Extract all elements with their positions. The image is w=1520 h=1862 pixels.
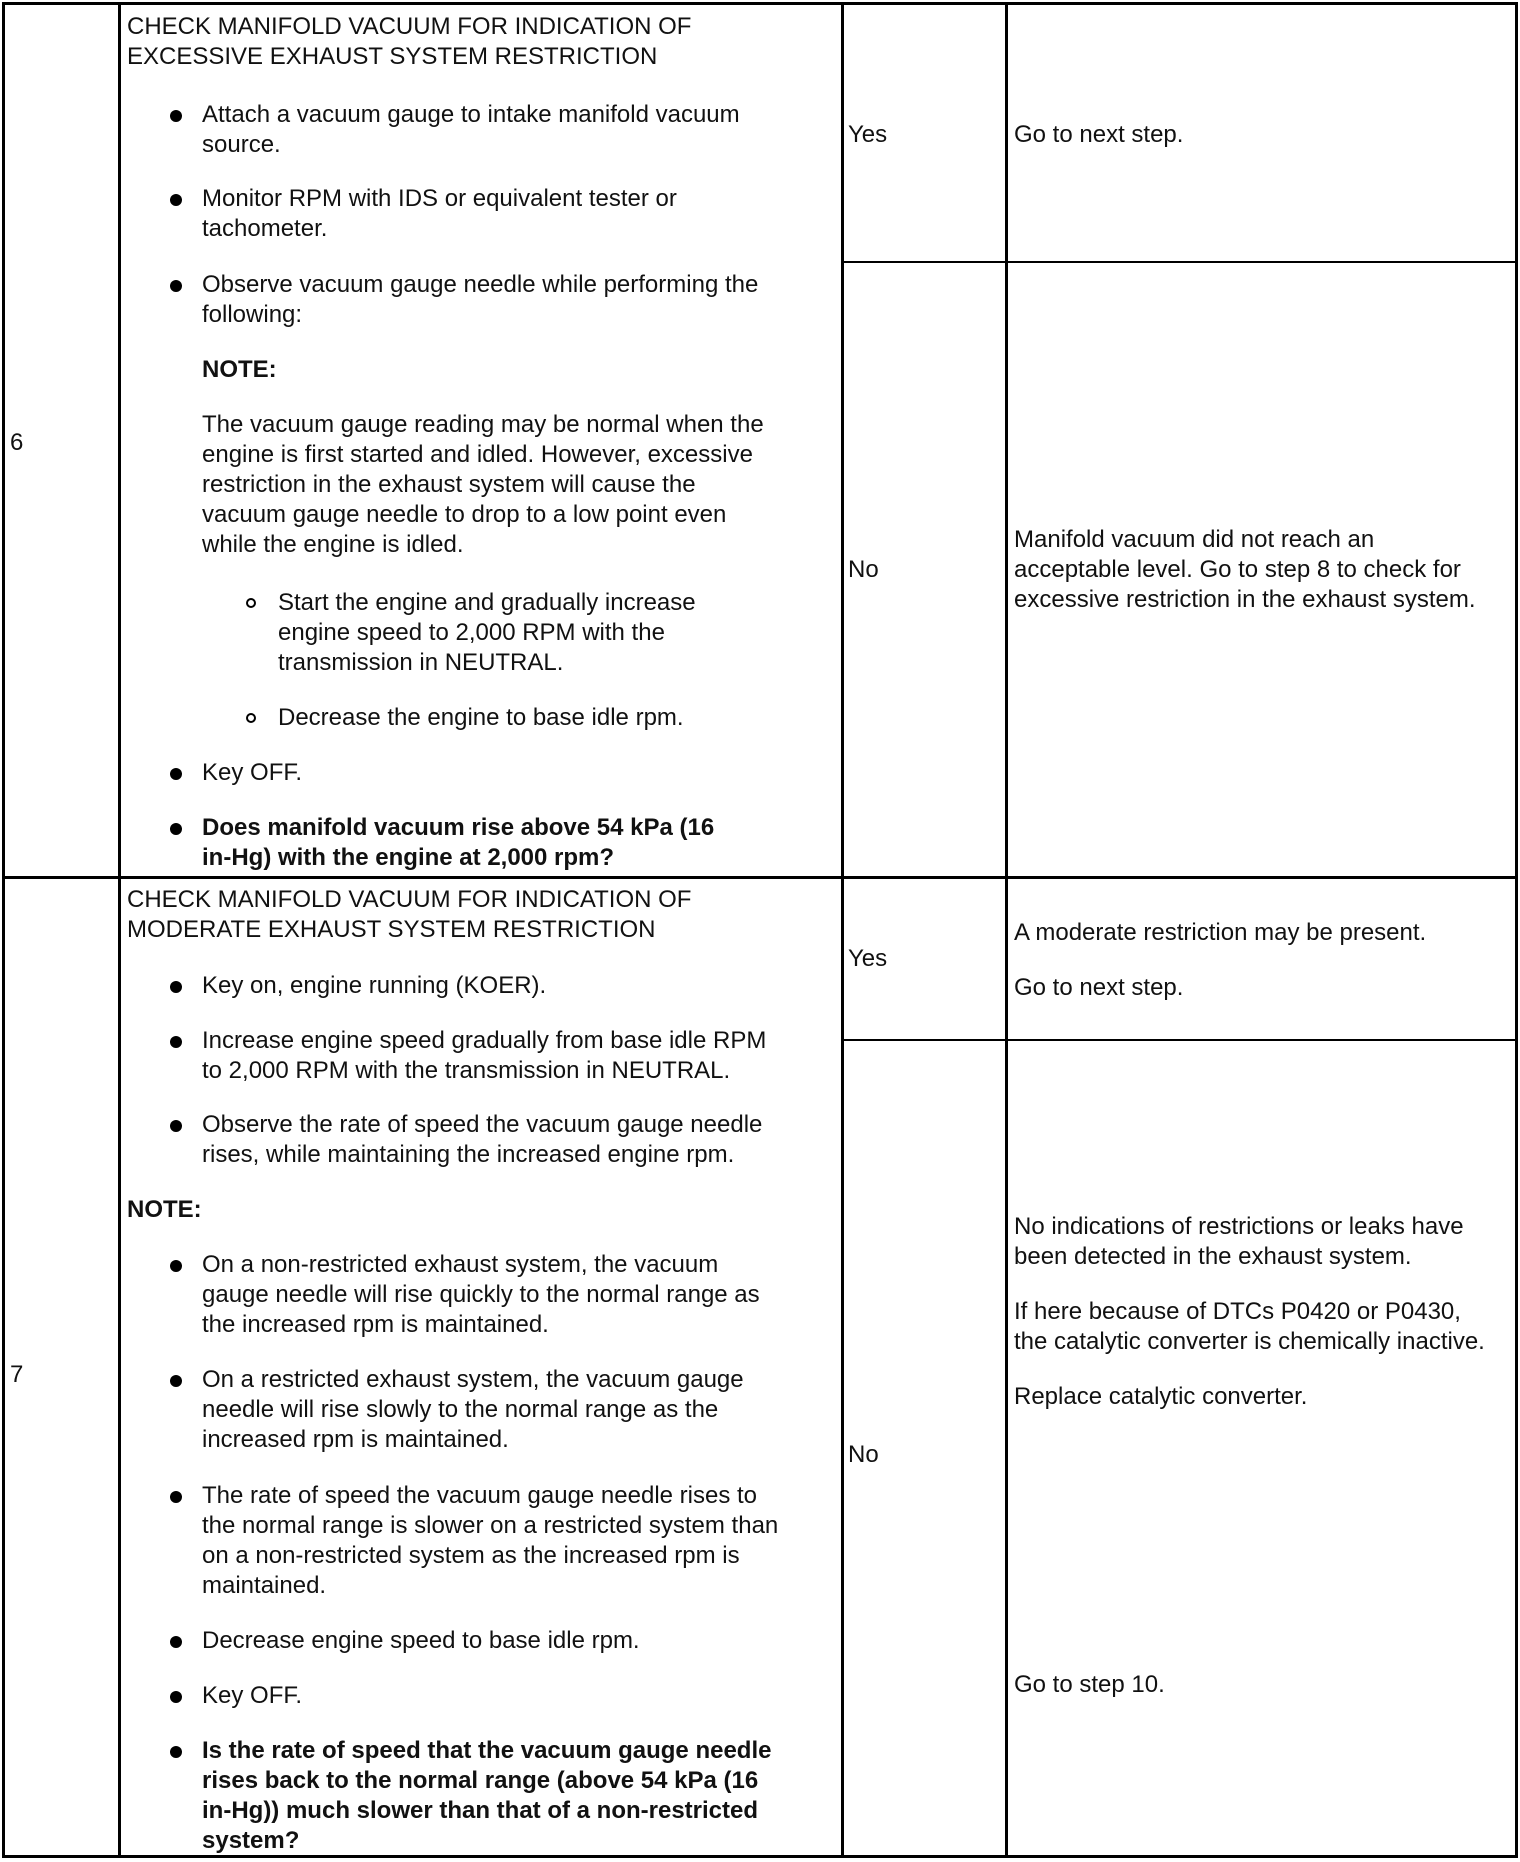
sub-instruction: Start the engine and gradually increase [278,589,696,616]
row-divider [841,261,1518,263]
sub-instruction: Decrease the engine to base idle rpm. [278,704,684,731]
sub-bullet-icon [246,713,256,723]
note-text: vacuum gauge needle to drop to a low point even [202,501,727,528]
bullet-icon [170,1375,182,1387]
instruction: Attach a vacuum gauge to intake manifold vacuum [202,101,740,128]
result-no-action: Replace catalytic converter. [1014,1383,1308,1410]
bullet-icon [170,1260,182,1272]
bullet-icon [170,280,182,292]
note-item: gauge needle will rise quickly to the normal range as [202,1281,760,1308]
instruction: to 2,000 RPM with the transmission in NEUTRAL. [202,1057,731,1084]
test-question: in-Hg) with the engine at 2,000 rpm? [202,844,615,871]
test-question: Does manifold vacuum rise above 54 kPa (16 [202,814,715,841]
instruction: Decrease engine speed to base idle rpm. [202,1627,640,1654]
instruction: rises, while maintaining the increased engine rpm. [202,1141,735,1168]
step-number: 7 [10,1361,24,1388]
result-no-action: the catalytic converter is chemically inactive. [1014,1328,1485,1355]
result-no-action: Manifold vacuum did not reach an [1014,526,1375,553]
note-item: on a non-restricted system as the increased rpm is [202,1542,740,1569]
result-no-action: acceptable level. Go to step 8 to check for [1014,556,1461,583]
note-text: The vacuum gauge reading may be normal when the [202,411,764,438]
bullet-icon [170,194,182,206]
test-question: Is the rate of speed that the vacuum gauge needle [202,1737,772,1764]
note-text: while the engine is idled. [202,531,464,558]
row-divider [2,876,1518,879]
step-title: CHECK MANIFOLD VACUUM FOR INDICATION OF [127,13,692,40]
test-question: system? [202,1827,300,1854]
instruction: Increase engine speed gradually from base idle RPM [202,1027,767,1054]
note-item: On a restricted exhaust system, the vacuum gauge [202,1366,744,1393]
test-question: rises back to the normal range (above 54 kPa (16 [202,1767,759,1794]
instruction: tachometer. [202,215,328,242]
instruction: source. [202,131,281,158]
note-item: the increased rpm is maintained. [202,1311,549,1338]
instruction: following: [202,301,303,328]
sub-bullet-icon [246,598,256,608]
result-no-label: No [848,556,879,583]
bullet-icon [170,981,182,993]
result-no-action: Go to step 10. [1014,1671,1165,1698]
instruction: Observe the rate of speed the vacuum gauge needle [202,1111,763,1138]
note-label: NOTE: [127,1196,202,1223]
step-title: CHECK MANIFOLD VACUUM FOR INDICATION OF [127,886,692,913]
bullet-icon [170,768,182,780]
column-divider [841,2,844,1858]
bullet-icon [170,1636,182,1648]
note-item: The rate of speed the vacuum gauge needle rises to [202,1482,758,1509]
sub-instruction: engine speed to 2,000 RPM with the [278,619,665,646]
note-item: maintained. [202,1572,327,1599]
row-divider [841,1039,1518,1041]
note-text: restriction in the exhaust system will cause the [202,471,696,498]
note-item: needle will rise slowly to the normal range as the [202,1396,719,1423]
result-yes-action: A moderate restriction may be present. [1014,919,1427,946]
result-yes-label: Yes [848,945,888,972]
result-no-action: been detected in the exhaust system. [1014,1243,1412,1270]
step-title: EXCESSIVE EXHAUST SYSTEM RESTRICTION [127,43,658,70]
note-text: engine is first started and idled. However, excessive [202,441,753,468]
result-no-action: No indications of restrictions or leaks have [1014,1213,1464,1240]
sub-instruction: transmission in NEUTRAL. [278,649,564,676]
column-divider [118,2,121,1858]
bullet-icon [170,823,182,835]
instruction: Observe vacuum gauge needle while performing the [202,271,759,298]
result-yes-action: Go to next step. [1014,121,1184,148]
bullet-icon [170,110,182,122]
note-label: NOTE: [202,356,277,383]
step-number: 6 [10,429,24,456]
bullet-icon [170,1036,182,1048]
result-yes-action: Go to next step. [1014,974,1184,1001]
note-item: increased rpm is maintained. [202,1426,509,1453]
step-title: MODERATE EXHAUST SYSTEM RESTRICTION [127,916,656,943]
result-no-action: If here because of DTCs P0420 or P0430, [1014,1298,1461,1325]
bullet-icon [170,1491,182,1503]
bullet-icon [170,1746,182,1758]
bullet-icon [170,1691,182,1703]
instruction: Key on, engine running (KOER). [202,972,547,999]
bullet-icon [170,1120,182,1132]
test-question: in-Hg)) much slower than that of a non-restricted [202,1797,759,1824]
result-yes-label: Yes [848,121,888,148]
note-item: the normal range is slower on a restricted system than [202,1512,779,1539]
result-no-label: No [848,1441,879,1468]
instruction: Key OFF. [202,759,303,786]
note-item: On a non-restricted exhaust system, the vacuum [202,1251,719,1278]
column-divider [1005,2,1008,1858]
instruction: Monitor RPM with IDS or equivalent tester or [202,185,677,212]
result-no-action: excessive restriction in the exhaust system. [1014,586,1476,613]
instruction: Key OFF. [202,1682,303,1709]
